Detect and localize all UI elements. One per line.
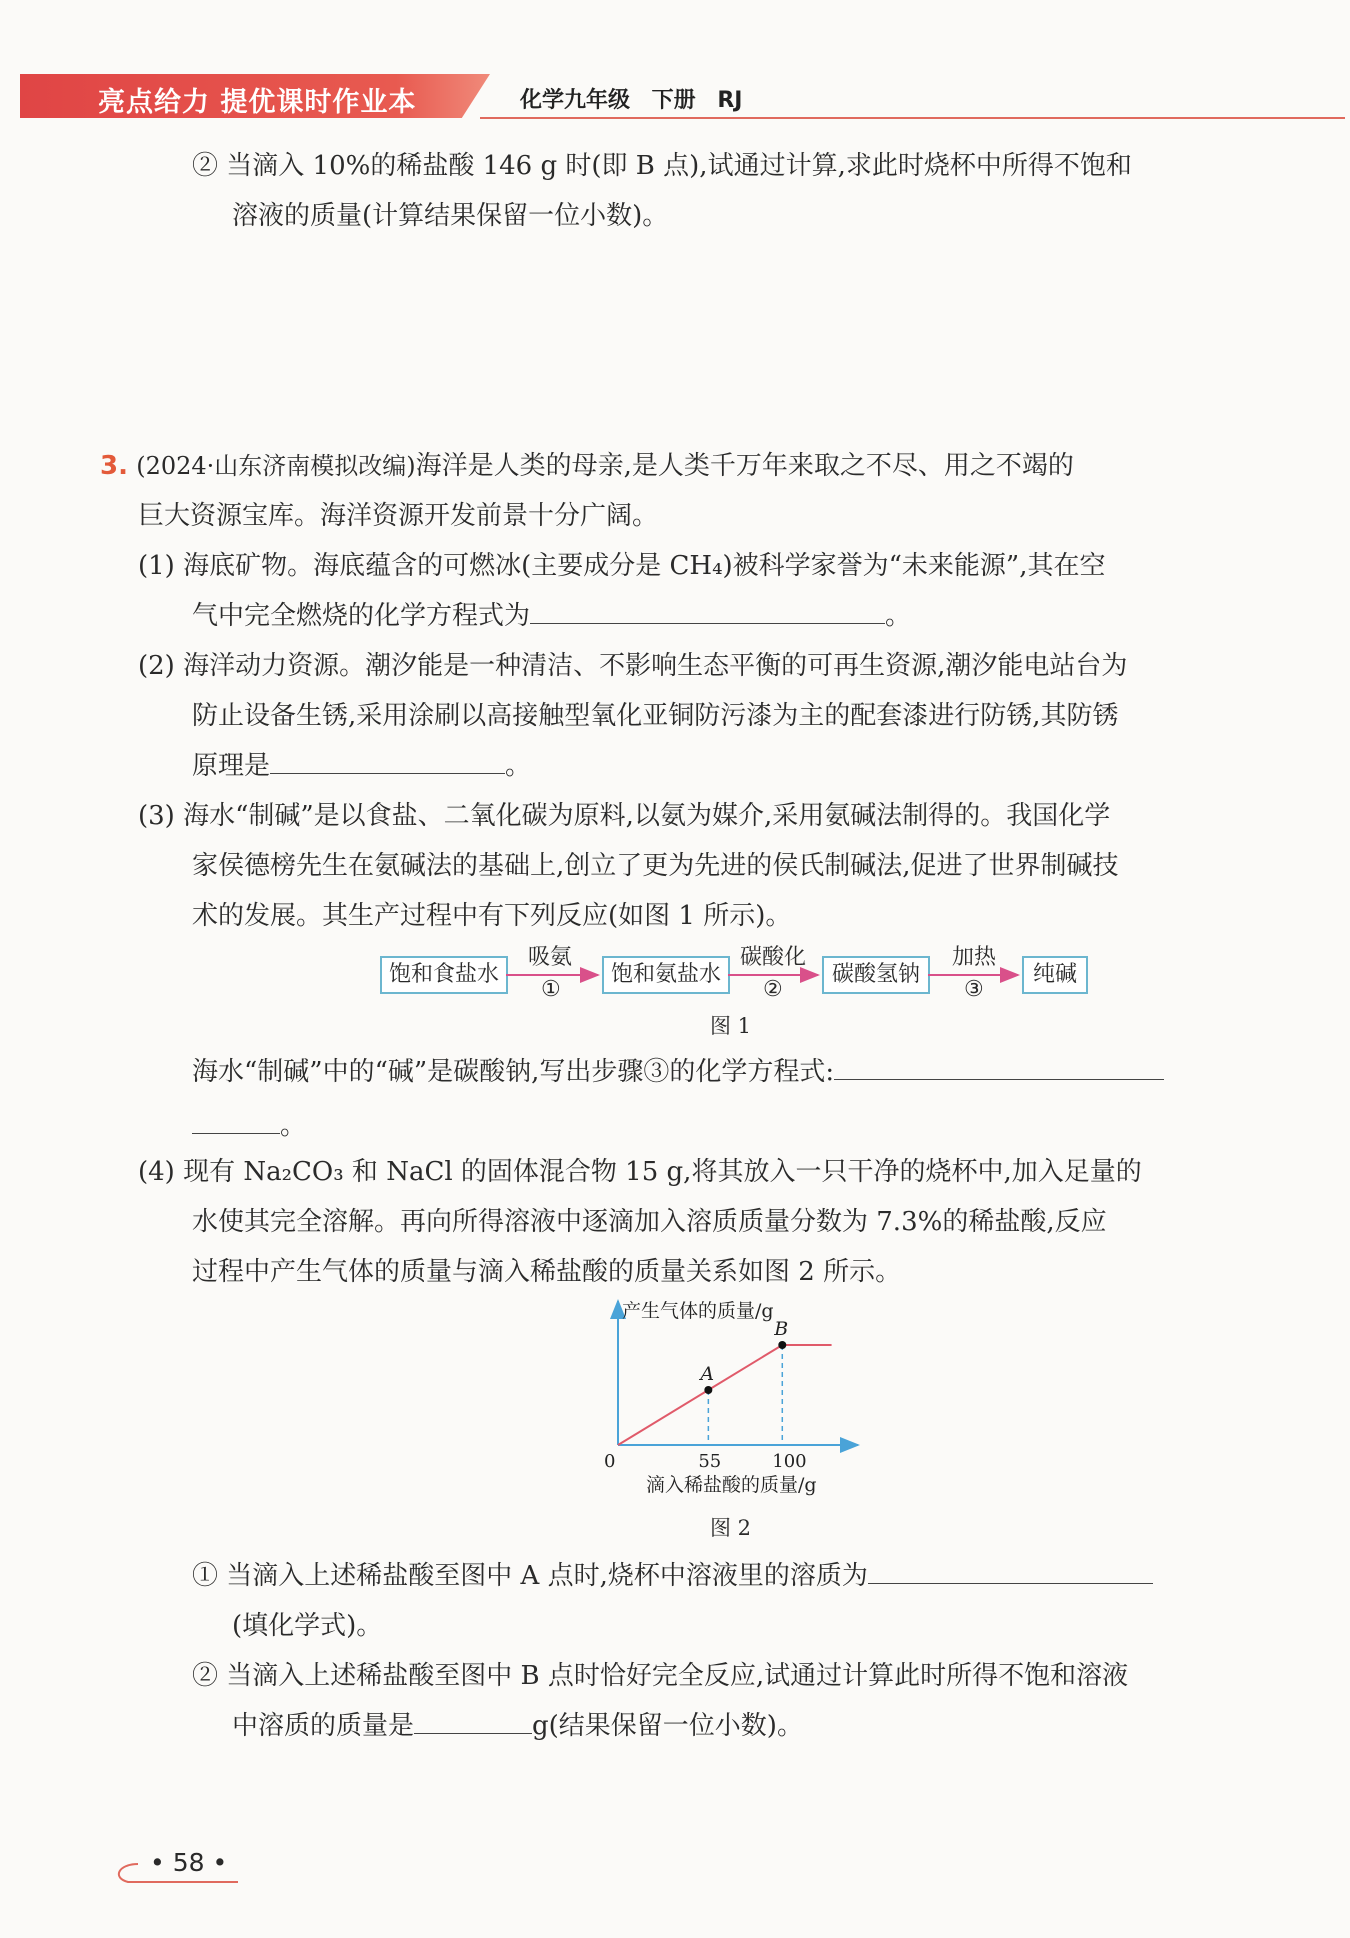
q3-part1-text: 气中完全燃烧的化学方程式为 (192, 601, 531, 631)
arrow-label-1: 吸氨 (528, 945, 573, 970)
q3-sub2-text-a: 中溶质的质量是 (232, 1711, 415, 1741)
period: 。 (280, 1111, 307, 1141)
point-A (704, 1386, 712, 1394)
period: 。 (505, 751, 532, 781)
x-axis-label: 滴入稀盐酸的质量/g (646, 1474, 817, 1496)
q3-part2-text: 原理是 (192, 751, 271, 781)
q3-sub2-line1: ② 当滴入上述稀盐酸至图中 B 点时恰好完全反应,试通过计算此时所得不饱和溶液 (192, 1661, 1129, 1691)
x-tick-label: 0 (604, 1451, 616, 1472)
step-number-1: ① (541, 977, 561, 1002)
point-label-A: A (700, 1363, 715, 1385)
q3-part3-question: 海水“制碱”中的“碱”是碳酸钠,写出步骤③的化学方程式: (192, 1057, 835, 1087)
x-tick-label: 55 (698, 1451, 722, 1472)
page-number: • 58 • (150, 1848, 228, 1877)
figure-2-chart (600, 1295, 880, 1515)
step-number-2: ② (763, 977, 783, 1002)
q3-part3-line3: 术的发展。其生产过程中有下列反应(如图 1 所示)。 (192, 901, 792, 931)
step-number-3: ③ (964, 977, 984, 1002)
prev-question-line2: 溶液的质量(计算结果保留一位小数)。 (232, 201, 669, 231)
q3-part4-line2: 水使其完全溶解。再向所得溶液中逐滴加入溶质质量分数为 7.3%的稀盐酸,反应 (192, 1207, 1107, 1237)
q3-sub2-text-b: g(结果保留一位小数)。 (532, 1711, 803, 1741)
q3-intro-line2: 巨大资源宝库。海洋资源开发前景十分广阔。 (138, 501, 659, 531)
question-source: (2024·山东济南模拟改编) (136, 452, 416, 480)
arrow-label-3: 加热 (952, 945, 997, 970)
q3-sub2-line2 (232, 1708, 803, 1744)
x-tick-label: 100 (772, 1451, 807, 1472)
answer-blank-3b[interactable] (192, 1109, 280, 1134)
flow-box-sodium-bicarbonate: 碳酸氢钠 (822, 956, 930, 994)
point-B (778, 1341, 786, 1349)
data-series-line (618, 1345, 832, 1445)
q3-sub1-line1 (192, 1558, 1153, 1594)
q3-part3-line5 (192, 1108, 306, 1144)
question-number: 3. (100, 451, 128, 481)
q3-part4-line1: (4) 现有 Na₂CO₃ 和 NaCl 的固体混合物 15 g,将其放入一只干净的烧杯中,加入足量的 (138, 1157, 1142, 1187)
point-label-B: B (774, 1318, 789, 1340)
answer-blank-5[interactable] (414, 1709, 532, 1734)
flow-box-soda-ash: 纯碱 (1022, 956, 1088, 994)
prev-question-line1: ② 当滴入 10%的稀盐酸 146 g 时(即 B 点),试通过计算,求此时烧杯中所得不饱和 (192, 151, 1132, 181)
period: 。 (885, 601, 912, 631)
q3-part2-line2: 防止设备生锈,采用涂刷以高接触型氧化亚铜防污漆为主的配套漆进行防锈,其防锈 (192, 701, 1119, 731)
q3-part1-line1: (1) 海底矿物。海底蕴含的可燃冰(主要成分是 CH₄)被科学家誉为“未来能源”,其在空 (138, 551, 1106, 581)
answer-blank-4[interactable] (868, 1559, 1153, 1584)
q3-part3-line1: (3) 海水“制碱”是以食盐、二氧化碳为原料,以氨为媒介,采用氨碱法制得的。我国化学 (138, 801, 1111, 831)
q3-part2-line1: (2) 海洋动力资源。潮汐能是一种清洁、不影响生态平衡的可再生资源,潮汐能电站台为 (138, 651, 1128, 681)
arrow-label-2: 碳酸化 (740, 945, 807, 970)
answer-blank-3a[interactable] (834, 1055, 1164, 1080)
flow-box-ammonia-brine: 饱和氨盐水 (602, 956, 730, 994)
book-title: 化学九年级 下册 RJ (520, 88, 743, 113)
q3-part3-line4 (192, 1054, 1164, 1090)
y-axis-label: 产生气体的质量/g (622, 1300, 774, 1322)
q3-intro-text: 海洋是人类的母亲,是人类千万年来取之不尽、用之不竭的 (415, 451, 1074, 481)
brand-title: 亮点给力 提优课时作业本 (98, 87, 417, 118)
q3-sub1-text: ① 当滴入上述稀盐酸至图中 A 点时,烧杯中溶液里的溶质为 (192, 1561, 868, 1591)
figure-1-caption: 图 1 (710, 1014, 752, 1038)
q3-sub1-line2: (填化学式)。 (232, 1611, 383, 1641)
q3-part4-line3: 过程中产生气体的质量与滴入稀盐酸的质量关系如图 2 所示。 (192, 1257, 902, 1287)
figure-2-caption: 图 2 (710, 1516, 752, 1540)
q3-part3-line2: 家侯德榜先生在氨碱法的基础上,创立了更为先进的侯氏制碱法,促进了世界制碱技 (192, 851, 1119, 881)
flow-box-salt-water: 饱和食盐水 (380, 956, 508, 994)
